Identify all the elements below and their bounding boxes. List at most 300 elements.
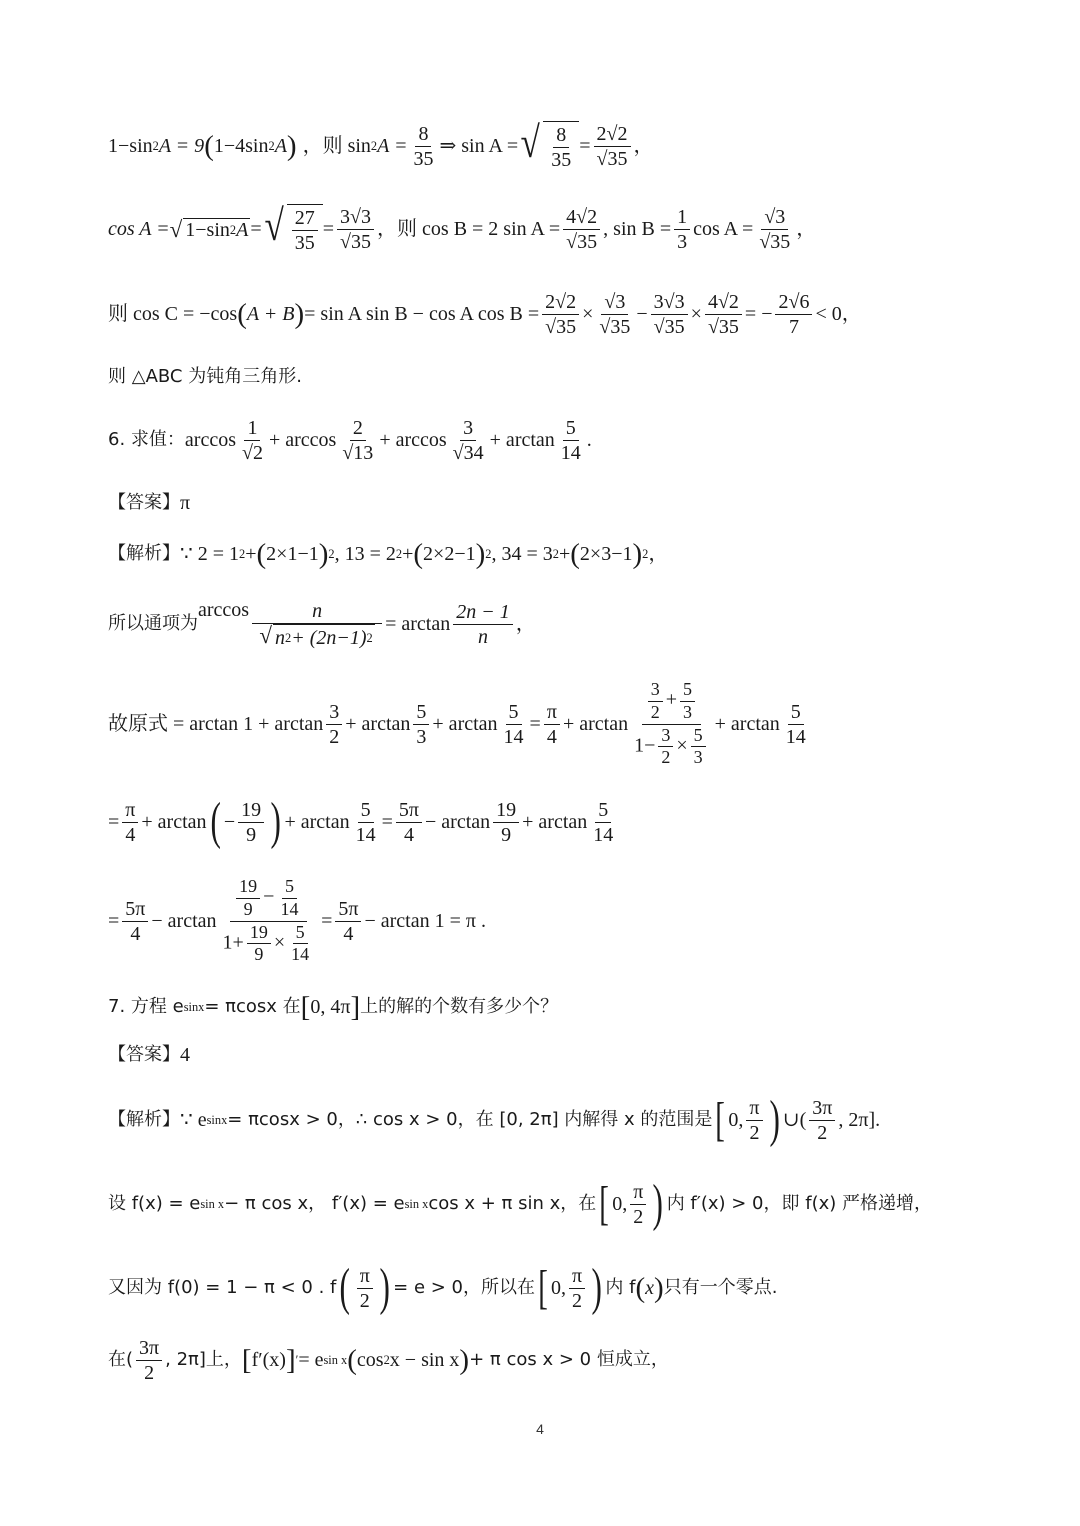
- math-text: 上的解的个数有多少个？: [360, 996, 559, 1017]
- fraction: [239, 416, 266, 465]
- numerator: 5π: [396, 798, 422, 823]
- answer-label: 【答案】: [108, 492, 180, 513]
- numerator: √3: [601, 290, 628, 315]
- fraction: [122, 798, 138, 847]
- math-text: ∵ 2 = 1: [180, 543, 240, 565]
- numerator: 2√6: [775, 290, 812, 315]
- math-text: + π cos x > 0 恒成立，: [469, 1349, 669, 1370]
- numerator: 5: [691, 725, 706, 748]
- square-root: [518, 117, 579, 172]
- numerator: 2: [350, 416, 366, 441]
- math-text: , 34 = 3: [491, 543, 553, 565]
- numerator: 5π: [335, 897, 361, 922]
- math-text: =: [108, 910, 120, 932]
- denominator: 2: [572, 1289, 583, 1312]
- bracket-open: [: [715, 1093, 726, 1146]
- fraction: [450, 416, 487, 465]
- fraction: [288, 922, 312, 966]
- math-text: ⇒ sin A =: [439, 135, 519, 157]
- math-text: = sin A sin B − cos A cos B =: [304, 303, 540, 325]
- denominator: √35: [707, 315, 739, 338]
- question-label: 7. 方程 e: [108, 996, 184, 1017]
- math-text: ，则 sin: [302, 135, 371, 157]
- numerator: [230, 876, 307, 921]
- denominator: 14: [291, 944, 310, 965]
- math-text: 1−: [634, 734, 656, 757]
- square-root: √ 1−sin 2 A: [169, 216, 249, 242]
- denominator: [256, 624, 377, 650]
- fraction: [247, 922, 271, 966]
- math-text: , 13 = 2: [334, 543, 396, 565]
- numerator: 3: [658, 725, 673, 748]
- paren-close: ): [768, 1091, 780, 1148]
- solution-6-line-3: [108, 672, 990, 776]
- numerator: 3: [460, 416, 476, 441]
- math-text: 内 f′(x) > 0，即 f(x) 严格递增，: [666, 1193, 932, 1214]
- denominator: 2: [359, 1289, 370, 1312]
- solution-label: 【解析】: [108, 543, 180, 564]
- denominator: √34: [452, 441, 484, 464]
- answer-6: [108, 490, 990, 516]
- solution-6-line-5: [108, 868, 990, 974]
- numerator: √3: [761, 205, 788, 230]
- fraction: [357, 1264, 373, 1313]
- fraction: [651, 290, 688, 339]
- denominator: 9: [501, 823, 512, 846]
- math-text: ，则 cos B = 2 sin A =: [377, 218, 561, 240]
- denominator: √13: [342, 441, 374, 464]
- fraction: [674, 205, 690, 254]
- math-text: = πcosx 在: [204, 996, 301, 1017]
- numerator: 5: [563, 416, 579, 441]
- math-text: 又因为 f(0) = 1 − π < 0 . f: [108, 1277, 337, 1298]
- question-7: 7. 方程 e sinx = πcosx 在 [ 0, 4π ] 上的解的个数有多少个？: [108, 990, 559, 1023]
- fraction: [122, 897, 148, 946]
- fraction: [337, 205, 374, 254]
- denominator: [631, 725, 712, 769]
- math-text: .: [586, 429, 592, 451]
- fraction: [809, 1096, 835, 1145]
- numerator: 3√3: [651, 290, 688, 315]
- fraction: [292, 206, 318, 255]
- denominator: 4: [546, 725, 557, 748]
- math-text: ×: [676, 734, 688, 757]
- math-text: x − sin x: [389, 1349, 460, 1371]
- math-text: 则 cos C = −cos: [108, 303, 238, 325]
- fraction: [756, 205, 793, 254]
- numerator: 1: [244, 416, 260, 441]
- math-text: + arctan: [432, 713, 498, 735]
- denominator: √35: [759, 230, 791, 253]
- radical-sign: √: [520, 117, 540, 167]
- denominator: 14: [355, 823, 376, 846]
- square-root: √ n 2 + (2n−1) 2: [259, 622, 373, 649]
- math-text: A: [274, 135, 287, 157]
- math-text: = e: [298, 1349, 324, 1371]
- fraction: [705, 290, 742, 339]
- paren-close: ): [270, 793, 282, 850]
- fraction: [501, 700, 527, 749]
- math-text: 0,: [550, 1277, 566, 1299]
- denominator: √35: [599, 315, 631, 338]
- math-text: ，: [633, 135, 654, 157]
- denominator: 14: [503, 725, 524, 748]
- numerator: 5π: [122, 897, 148, 922]
- denominator: 4: [343, 922, 354, 945]
- numerator: 5: [413, 700, 429, 725]
- math-text: =: [108, 811, 120, 833]
- math-text: cos: [356, 1349, 384, 1371]
- math-text: − arctan: [425, 811, 491, 833]
- denominator: 2: [661, 747, 671, 768]
- paren-close: ): [654, 1271, 664, 1304]
- denominator: √2: [241, 441, 263, 464]
- denominator: 4: [130, 922, 141, 945]
- fraction: [236, 876, 260, 920]
- denominator: √35: [545, 315, 577, 338]
- answer-value: π: [180, 492, 191, 514]
- paren-close: ): [475, 537, 486, 570]
- math-text: + arctan: [141, 811, 207, 833]
- denominator: 4: [125, 823, 136, 846]
- math-line-3: [108, 286, 990, 342]
- numerator: 5: [680, 679, 695, 702]
- math-text: + arctan: [562, 713, 629, 735]
- paren-close: ): [379, 1259, 390, 1316]
- math-line-1: 1−sin 2 A = 9 ( 1−4sin 2 A ) ，则 sin 2 A = $\frac{8}{35}$ ⇒ sin A = √ $\frac{8}{35}$ = $\frac{2√2}{√35}$ ，: [108, 117, 654, 171]
- bracket-open: [: [599, 1177, 610, 1230]
- math-text: ×: [582, 303, 594, 325]
- question-label: 6. 求值：: [108, 429, 185, 450]
- numerator: 5: [595, 798, 611, 823]
- solution-7-line-4: 在( $\frac{3\pi}{2}$ , 2π]上， [ f′(x) ] ′ = e sin x ( cos 2 x − sin x ) + π cos x > 0 恒成立，: [108, 1336, 669, 1384]
- math-text: arccos: [198, 599, 250, 621]
- conclusion-line: [108, 364, 990, 390]
- numerator: 8: [415, 122, 431, 147]
- math-text: + arctan: [345, 713, 411, 735]
- fraction: [453, 600, 513, 649]
- math-text: +: [402, 543, 414, 565]
- math-text: 0,: [612, 1193, 628, 1215]
- math-text: cos x + π sin x，在: [428, 1193, 597, 1214]
- math-text: 0,: [728, 1109, 744, 1131]
- numerator: 5: [282, 876, 297, 899]
- paren-open: (: [570, 537, 580, 570]
- numerator: π: [746, 1096, 762, 1121]
- fraction: [493, 798, 519, 847]
- numerator: 3√3: [337, 205, 374, 230]
- math-text: ，: [648, 543, 669, 565]
- math-text: ，: [796, 218, 817, 240]
- math-text: 2×2−1: [423, 543, 476, 565]
- paren-close: ): [632, 537, 643, 570]
- denominator: 3: [693, 747, 703, 768]
- math-text: − arctan: [151, 910, 217, 932]
- paren-open: (: [209, 793, 221, 850]
- solution-7-line-1: 【解析】 ∵ e sinx = πcosx > 0，∴ cos x > 0，在 [0, 2π] 内解得 x 的范围是 [ 0, $\frac{\pi}{2}$ ) ∪( $\frac{3\pi}{2}$ , 2π].: [108, 1091, 881, 1148]
- radical-sign: √: [259, 622, 273, 648]
- math-text: A + B: [246, 303, 295, 325]
- denominator: 2: [329, 725, 340, 748]
- numerator: 19: [247, 922, 271, 945]
- numerator: 5: [506, 700, 522, 725]
- fraction: [326, 700, 342, 749]
- answer-label: 【答案】: [108, 1044, 180, 1065]
- paren-open: (: [339, 1259, 351, 1316]
- math-text: − arctan 1 = π .: [364, 910, 486, 932]
- math-text: cos A =: [108, 218, 170, 240]
- radical-sign: √: [169, 216, 183, 242]
- denominator: √35: [653, 315, 685, 338]
- math-text: = e > 0，所以在: [393, 1277, 535, 1298]
- fraction: [252, 599, 382, 650]
- solution-7-line-3: [108, 1260, 990, 1316]
- radical-sign: √: [264, 200, 284, 250]
- bracket-close: ]: [350, 990, 361, 1023]
- math-text: =: [381, 811, 393, 833]
- numerator: 4√2: [563, 205, 600, 230]
- math-text: A: [236, 219, 249, 241]
- denominator: 35: [413, 147, 434, 170]
- paren-close: ): [294, 297, 305, 330]
- paren-open: (: [413, 537, 424, 570]
- math-text: 则 △ABC 为钝角三角形.: [108, 366, 302, 387]
- math-text: 2×3−1: [579, 543, 633, 565]
- math-text: +: [665, 689, 677, 711]
- math-text: +: [245, 543, 257, 565]
- bracket-open: [: [241, 1343, 252, 1376]
- fraction: [558, 416, 584, 465]
- math-text: 1+: [222, 931, 244, 954]
- fraction: [596, 290, 633, 339]
- paren-close: ): [286, 129, 297, 162]
- compound-fraction: [220, 876, 319, 965]
- math-text: , 2π]上，: [165, 1349, 242, 1370]
- denominator: 4: [403, 823, 414, 846]
- fraction: [590, 798, 616, 847]
- math-text: x: [645, 1277, 655, 1299]
- fraction: [569, 1264, 585, 1313]
- math-text: 内 f: [605, 1277, 636, 1298]
- fraction: [136, 1336, 162, 1385]
- denominator: 2: [817, 1121, 828, 1144]
- paren-close: ): [318, 537, 329, 570]
- math-line-2: [108, 201, 990, 257]
- denominator: 9: [243, 898, 253, 919]
- math-text: 2×1−1: [266, 543, 319, 565]
- numerator: 3: [648, 679, 663, 702]
- math-text: −: [223, 811, 236, 833]
- numerator: 3π: [809, 1096, 835, 1121]
- math-text: 1−sin: [185, 219, 230, 241]
- bracket-close: ]: [285, 1343, 296, 1376]
- denominator: 7: [788, 315, 799, 338]
- square-root: [262, 200, 323, 255]
- math-text: A =: [377, 135, 408, 157]
- paren-open: (: [237, 297, 247, 330]
- math-text: =: [579, 135, 591, 157]
- paren-open: (: [204, 129, 214, 162]
- math-text: =: [322, 218, 335, 240]
- numerator: π: [357, 1264, 373, 1289]
- math-text: = −: [744, 303, 773, 325]
- paren-close: ): [459, 1343, 470, 1376]
- math-text: + arctan: [489, 429, 555, 451]
- fraction: [396, 798, 422, 847]
- math-text: 所以通项为: [108, 613, 198, 634]
- fraction: [783, 700, 809, 749]
- math-text: ∵ e: [180, 1109, 207, 1131]
- numerator: [642, 679, 701, 724]
- answer-value: 4: [180, 1044, 190, 1066]
- denominator: 14: [593, 823, 614, 846]
- fraction: [563, 205, 600, 254]
- math-text: ×: [690, 303, 702, 325]
- math-text: , sin B =: [603, 218, 672, 240]
- numerator: 19: [493, 798, 519, 823]
- paren-close: ): [652, 1175, 664, 1232]
- numerator: π: [630, 1180, 646, 1205]
- fraction: [691, 725, 706, 769]
- denominator: 3: [677, 230, 688, 253]
- numerator: 3π: [136, 1336, 162, 1361]
- fraction: [238, 798, 264, 847]
- math-text: + arccos: [379, 429, 447, 451]
- fraction: [410, 122, 436, 171]
- solution-7-line-2: 设 f(x) = e sin x − π cos x， f′(x) = e sin x cos x + π sin x，在 [ 0, $\frac{\pi}{2}$ ) 内 f′(x) > 0，即 f(x) 严格递增，: [108, 1175, 932, 1232]
- denominator: 9: [254, 944, 264, 965]
- fraction: [277, 876, 301, 920]
- math-text: + arccos: [268, 429, 337, 451]
- numerator: 27: [292, 206, 318, 231]
- numerator: π: [544, 700, 560, 725]
- denominator: 14: [280, 898, 299, 919]
- math-text: , 2π].: [838, 1109, 881, 1131]
- numerator: 19: [236, 876, 260, 899]
- math-text: cos A =: [693, 218, 754, 240]
- numerator: π: [569, 1264, 585, 1289]
- math-text: − π cos x， f′(x) = e: [224, 1193, 405, 1214]
- math-text: 1−4sin: [213, 135, 269, 157]
- math-text: = arctan: [385, 613, 451, 635]
- denominator: 35: [551, 148, 572, 171]
- question-6: [108, 412, 990, 468]
- math-text: + arctan: [714, 713, 780, 735]
- denominator: 14: [560, 441, 581, 464]
- numerator: 4√2: [705, 290, 742, 315]
- paren-open: (: [347, 1343, 357, 1376]
- denominator: n: [477, 625, 488, 648]
- math-text: n: [275, 626, 286, 649]
- math-text: 0, 4π: [310, 996, 351, 1018]
- numerator: 8: [553, 123, 569, 148]
- math-text: +: [558, 543, 571, 565]
- denominator: 2: [650, 701, 660, 722]
- fraction: [339, 416, 376, 465]
- math-text: < 0，: [815, 303, 862, 325]
- fraction: [680, 679, 695, 723]
- denominator: 2: [633, 1205, 644, 1228]
- fraction: [746, 1096, 762, 1145]
- solution-6-line-4: [108, 794, 990, 850]
- numerator: 2√2: [542, 290, 579, 315]
- denominator: √35: [566, 230, 598, 253]
- fraction: [548, 123, 574, 172]
- fraction: [648, 679, 663, 723]
- page-number: 4: [536, 1421, 544, 1437]
- math-text: + arctan: [284, 811, 350, 833]
- math-text: 故原式 = arctan 1 + arctan: [108, 713, 324, 735]
- numerator: 5: [788, 700, 804, 725]
- denominator: √35: [340, 230, 372, 253]
- fraction: [544, 700, 560, 749]
- solution-6-line-1: 【解析】 ∵ 2 = 1 2 + ( 2×1−1 ) 2 , 13 = 2 2 + ( 2×2−1 ) 2 , 34 = 3 2 + ( 2×3−1 ) 2 ，: [108, 537, 669, 570]
- fraction: [630, 1180, 646, 1229]
- math-text: −: [263, 886, 275, 908]
- fraction: [335, 897, 361, 946]
- numerator: π: [122, 798, 138, 823]
- math-text: ×: [273, 931, 286, 954]
- bracket-open: [: [538, 1261, 548, 1314]
- math-text: 只有一个零点.: [663, 1277, 778, 1298]
- denominator: 3: [416, 725, 427, 748]
- solution-6-line-2: [108, 592, 990, 656]
- denominator: 2: [144, 1361, 155, 1384]
- denominator: [220, 922, 319, 966]
- math-text: arccos: [184, 429, 236, 451]
- math-text: 在(: [108, 1349, 134, 1370]
- math-text: =: [321, 910, 333, 932]
- fraction: [542, 290, 579, 339]
- math-text: + (2n−1): [291, 626, 367, 649]
- math-text: A = 9: [158, 135, 205, 157]
- fraction: [353, 798, 379, 847]
- numerator: 3: [326, 700, 342, 725]
- bracket-open: [: [300, 990, 311, 1023]
- numerator: n: [252, 599, 382, 624]
- fraction: [594, 122, 631, 171]
- numerator: 19: [238, 798, 264, 823]
- fraction: [658, 725, 673, 769]
- paren-open: (: [635, 1271, 646, 1304]
- math-text: 设 f(x) = e: [108, 1193, 201, 1214]
- denominator: 2: [749, 1121, 760, 1144]
- numerator: 2n − 1: [453, 600, 513, 625]
- numerator: 2√2: [594, 122, 631, 147]
- numerator: 1: [674, 205, 690, 230]
- math-text: 1−sin: [108, 135, 153, 157]
- numerator: 5: [358, 798, 374, 823]
- math-text: = πcosx > 0，∴ cos x > 0，在 [0, 2π] 内解得 x 的范围是: [227, 1109, 713, 1130]
- denominator: 9: [246, 823, 257, 846]
- paren-close: ): [591, 1259, 602, 1316]
- numerator: 5: [293, 922, 308, 945]
- compound-fraction: [631, 679, 712, 768]
- paren-open: (: [256, 537, 267, 570]
- math-text: ，: [515, 613, 536, 635]
- fraction: [775, 290, 812, 339]
- denominator: 35: [294, 231, 315, 254]
- denominator: √35: [596, 147, 628, 170]
- fraction: [413, 700, 429, 749]
- math-text: + arctan: [522, 811, 588, 833]
- math-text: f′(x): [251, 1349, 286, 1371]
- denominator: 3: [683, 701, 692, 722]
- math-text: =: [250, 218, 262, 240]
- denominator: 14: [785, 725, 806, 748]
- math-text: =: [529, 713, 541, 735]
- solution-label: 【解析】: [108, 1109, 180, 1130]
